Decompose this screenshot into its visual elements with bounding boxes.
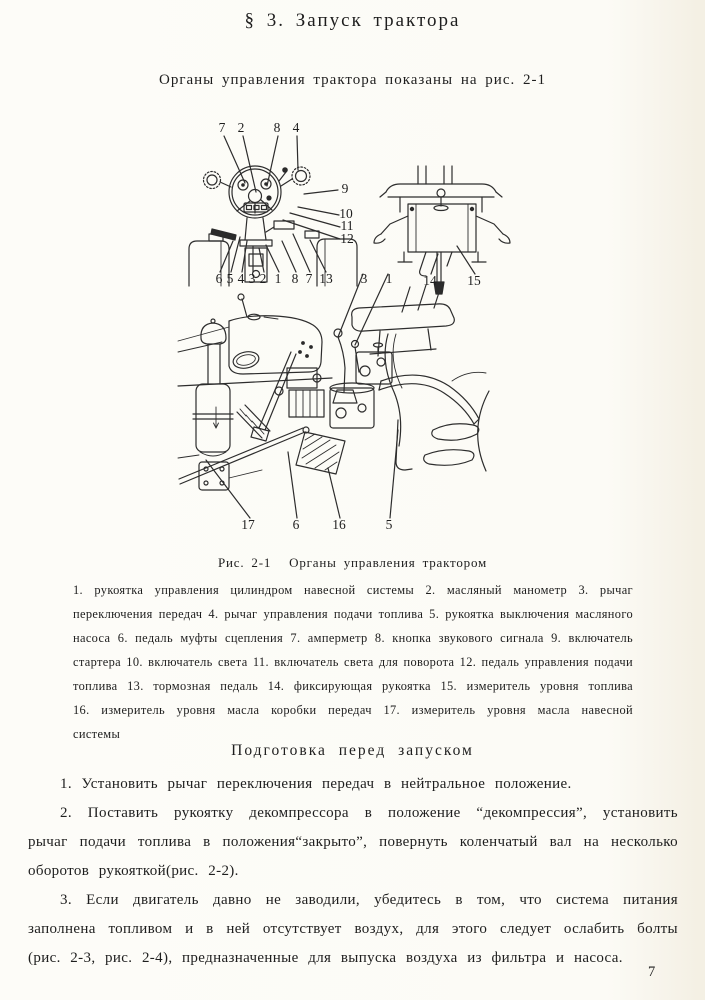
paragraph-line: 2. Поставить рукоятку декомпрессора в положение “декомпрессия”, установить xyxy=(60,805,678,821)
svg-text:4: 4 xyxy=(237,271,245,286)
legend-line: переключения передач 4. рычаг управления подачи топлива 5. рукоятка выключения масляного xyxy=(73,607,633,621)
svg-text:16: 16 xyxy=(332,517,346,532)
section-title: § 3. Запуск трактора xyxy=(244,10,461,31)
svg-text:2: 2 xyxy=(259,271,267,286)
legend-line: стартера 10. включатель света 11. включатель света для поворота 12. педаль управления подачи xyxy=(73,655,633,669)
svg-text:4: 4 xyxy=(292,120,300,135)
figure-caption-label: Рис. 2-1 xyxy=(217,555,272,570)
svg-text:5: 5 xyxy=(226,271,234,286)
svg-text:7: 7 xyxy=(218,120,226,135)
figure-legend xyxy=(73,578,633,746)
side-view-drawing xyxy=(178,283,489,490)
svg-text:6: 6 xyxy=(292,517,300,532)
legend-line: 1. рукоятка управления цилиндром навесной системы 2. масляный манометр 3. рычаг xyxy=(73,583,633,597)
tractor-controls-figure xyxy=(150,112,550,552)
legend-line: насоса 6. педаль муфты сцепления 7. амперметр 8. кнопка звукового сигнала 9. включатель xyxy=(73,631,633,645)
body-paragraph xyxy=(28,770,678,799)
paragraph-line: оборотов рукояткой(рис. 2-2). xyxy=(28,863,239,879)
svg-text:6: 6 xyxy=(215,271,223,286)
svg-text:8: 8 xyxy=(291,271,299,286)
svg-text:8: 8 xyxy=(273,120,281,135)
svg-text:12: 12 xyxy=(340,231,354,246)
svg-text:3: 3 xyxy=(248,271,256,286)
svg-text:9: 9 xyxy=(341,181,349,196)
front-view-drawing xyxy=(189,166,357,286)
figure-caption xyxy=(0,555,705,571)
paragraph-line: 1. Установить рычаг переключения передач в нейтральное положение. xyxy=(60,776,572,792)
svg-text:10: 10 xyxy=(339,206,353,221)
svg-text:1: 1 xyxy=(274,271,282,286)
paragraph-line: 3. Если двигатель давно не заводили, убедитесь в том, что система питания xyxy=(60,892,678,908)
subsection-heading: Подготовка перед запуском xyxy=(231,742,474,759)
svg-text:3: 3 xyxy=(360,271,368,286)
legend-line: 16. измеритель уровня масла коробки передач 17. измеритель уровня масла навесной системы xyxy=(73,703,633,741)
svg-text:7: 7 xyxy=(305,271,313,286)
paragraph-line: (рис. 2-3, рис. 2-4), предназначенные для выпуска воздуха из фильтра и насоса. xyxy=(28,950,623,966)
paragraph-line: рычаг подачи топлива в положения“закрыто”, повернуть коленчатый вал на несколько xyxy=(28,834,678,850)
intro-text: Органы управления трактора показаны на рис. 2-1 xyxy=(159,72,546,88)
svg-text:15: 15 xyxy=(467,273,481,288)
rear-hitch-view-drawing xyxy=(374,166,510,294)
legend-line: топлива 13. тормозная педаль 14. фиксирующая рукоятка 15. измеритель уровня топлива xyxy=(73,679,633,693)
svg-text:17: 17 xyxy=(241,517,255,532)
figure-caption-title: Органы управления трактором xyxy=(289,555,488,570)
body-paragraph xyxy=(28,886,678,973)
paragraph-line: заполнена топливом и в ней отсутствует воздух, для этого следует ослабить болты xyxy=(28,921,678,937)
svg-text:11: 11 xyxy=(340,218,354,233)
body-paragraph xyxy=(28,799,678,886)
svg-text:5: 5 xyxy=(385,517,393,532)
svg-text:14: 14 xyxy=(423,273,437,288)
svg-text:2: 2 xyxy=(237,120,245,135)
svg-text:13: 13 xyxy=(319,271,333,286)
page-number: 7 xyxy=(648,964,656,980)
svg-text:1: 1 xyxy=(385,271,393,286)
